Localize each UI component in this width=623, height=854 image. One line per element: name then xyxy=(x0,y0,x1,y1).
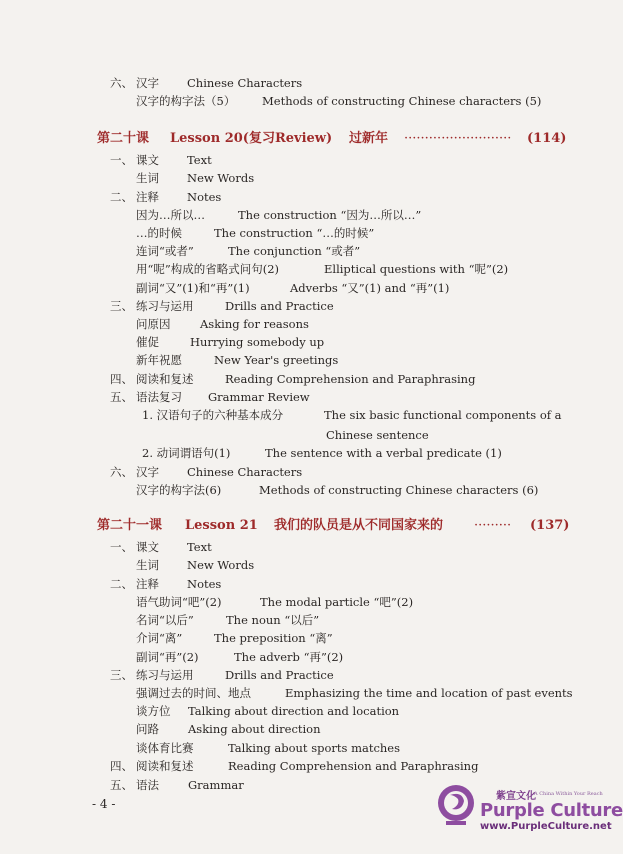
section-title-cn: 语法复习 xyxy=(136,390,182,404)
subentry-en: The adverb “再”(2) xyxy=(234,650,344,664)
page-reference: (137) xyxy=(530,518,570,533)
subentry-en: New Words xyxy=(187,558,255,572)
lesson-title: 过新年 xyxy=(349,131,389,146)
section-title-cn: 阅读和复述 xyxy=(136,372,194,386)
subentry-cn: 问原因 xyxy=(136,317,171,331)
subentry-cn: 副词“又”(1)和“再”(1) xyxy=(136,281,250,295)
subentry-en: Adverbs “又”(1) and “再”(1) xyxy=(290,281,450,295)
section-number: 四、 xyxy=(110,372,133,386)
subentry-en: Emphasizing the time and location of past events xyxy=(285,686,573,700)
subentry-cn: …的时候 xyxy=(136,226,182,240)
section-title-en: Chinese Characters xyxy=(187,76,303,90)
lesson-title: 我们的队员是从不同国家来的 xyxy=(274,518,444,533)
subentry-en: Asking about direction xyxy=(188,722,321,736)
subentry-cn: 2. 动词谓语句(1) xyxy=(142,446,231,460)
subentry-en: Asking for reasons xyxy=(200,317,309,331)
lesson-number-cn: 第二十一课 xyxy=(97,518,163,533)
subentry-cn: 生词 xyxy=(136,171,159,185)
subentry-cn: 生词 xyxy=(136,558,159,572)
section-title-cn: 课文 xyxy=(136,153,159,167)
subentry-en: The preposition “离” xyxy=(214,631,333,645)
purple-culture-logo-icon xyxy=(436,781,476,831)
section-number: 一、 xyxy=(110,540,133,554)
subentry-cn: 谈方位 xyxy=(136,704,171,718)
section-number: 五、 xyxy=(110,390,133,404)
section-title-cn: 练习与运用 xyxy=(136,668,194,682)
subentry-en: The modal particle “吧”(2) xyxy=(260,595,414,609)
section-number: 六、 xyxy=(110,76,133,90)
section-number: 五、 xyxy=(110,778,133,792)
section-number: 三、 xyxy=(110,668,133,682)
subentry-cn: 因为…所以… xyxy=(136,208,205,222)
watermark-chinese: 紫宣文化 xyxy=(496,791,536,802)
subentry-en: New Year's greetings xyxy=(214,353,339,367)
lesson-number-cn: 第二十课 xyxy=(97,131,150,146)
section-title-cn: 汉字 xyxy=(136,465,159,479)
section-title-en: Grammar xyxy=(188,778,244,792)
section-title-en: Grammar Review xyxy=(208,390,310,404)
section-title-cn: 注释 xyxy=(136,190,159,204)
section-title-cn: 阅读和复述 xyxy=(136,759,194,773)
page-reference: (114) xyxy=(527,131,567,146)
section-title-en: Reading Comprehension and Paraphrasing xyxy=(225,372,476,386)
subentry-en: Chinese sentence xyxy=(326,428,429,442)
subentry-en: The construction “…的时候” xyxy=(214,226,375,240)
section-title-en: Text xyxy=(187,153,212,167)
section-title-en: Chinese Characters xyxy=(187,465,303,479)
subentry-cn: 名词“以后” xyxy=(136,613,194,627)
subentry-cn: 连词“或者” xyxy=(136,244,194,258)
section-number: 三、 xyxy=(110,299,133,313)
subentry-cn: 汉字的构字法(6) xyxy=(136,483,222,497)
subentry-cn: 谈体育比赛 xyxy=(136,741,194,755)
section-title-en: Drills and Practice xyxy=(225,668,334,682)
subentry-en: Talking about sports matches xyxy=(228,741,401,755)
lesson-number-en: Lesson 20(复习Review) xyxy=(170,131,333,146)
leader-dots: ·························· xyxy=(404,131,512,146)
subentry-en: The noun “以后” xyxy=(226,613,320,627)
watermark-tagline: A China Within Your Reach xyxy=(534,791,603,797)
section-number: 二、 xyxy=(110,190,133,204)
section-title-cn: 语法 xyxy=(136,778,159,792)
watermark-brand: Purple Culture xyxy=(480,800,623,821)
section-title-en: Drills and Practice xyxy=(225,299,334,313)
section-number: 一、 xyxy=(110,153,133,167)
section-title-en: Notes xyxy=(187,577,222,591)
watermark xyxy=(436,781,623,841)
subentry-cn: 新年祝愿 xyxy=(136,353,182,367)
subentry-cn: 催促 xyxy=(136,335,159,349)
subentry-en: The sentence with a verbal predicate (1) xyxy=(265,446,502,460)
watermark-url: www.PurpleCulture.net xyxy=(480,821,612,832)
section-title-cn: 注释 xyxy=(136,577,159,591)
subentry-en: Methods of constructing Chinese characters (6) xyxy=(259,483,539,497)
section-title-en: Text xyxy=(187,540,212,554)
section-title-cn: 练习与运用 xyxy=(136,299,194,313)
section-title-cn: 课文 xyxy=(136,540,159,554)
subentry-cn: 介词“离” xyxy=(136,631,183,645)
subentry-cn: 汉字的构字法（5） xyxy=(136,94,236,108)
subentry-cn: 用“呢”构成的省略式问句(2) xyxy=(136,262,280,276)
lesson-number-en: Lesson 21 xyxy=(185,518,258,533)
subentry-cn: 副词“再”(2) xyxy=(136,650,199,664)
section-number: 二、 xyxy=(110,577,133,591)
subentry-en: The conjunction “或者” xyxy=(228,244,361,258)
subentry-en: The six basic functional components of a xyxy=(324,408,562,422)
subentry-en: Methods of constructing Chinese characters (5) xyxy=(262,94,542,108)
section-number: 六、 xyxy=(110,465,133,479)
subentry-en: Elliptical questions with “呢”(2) xyxy=(324,262,509,276)
subentry-cn: 1. 汉语句子的六种基本成分 xyxy=(142,408,284,422)
subentry-en: New Words xyxy=(187,171,255,185)
section-number: 四、 xyxy=(110,759,133,773)
subentry-cn: 语气助词“吧”(2) xyxy=(136,595,222,609)
subentry-cn: 强调过去的时间、地点 xyxy=(136,686,251,700)
section-title-en: Reading Comprehension and Paraphrasing xyxy=(228,759,479,773)
subentry-en: Hurrying somebody up xyxy=(190,335,325,349)
section-title-en: Notes xyxy=(187,190,222,204)
subentry-en: The construction “因为…所以…” xyxy=(238,208,422,222)
page-number: - 4 - xyxy=(92,797,116,811)
subentry-en: Talking about direction and location xyxy=(188,704,400,718)
section-title-cn: 汉字 xyxy=(136,76,159,90)
leader-dots: ········· xyxy=(474,518,512,533)
subentry-cn: 问路 xyxy=(136,722,159,736)
